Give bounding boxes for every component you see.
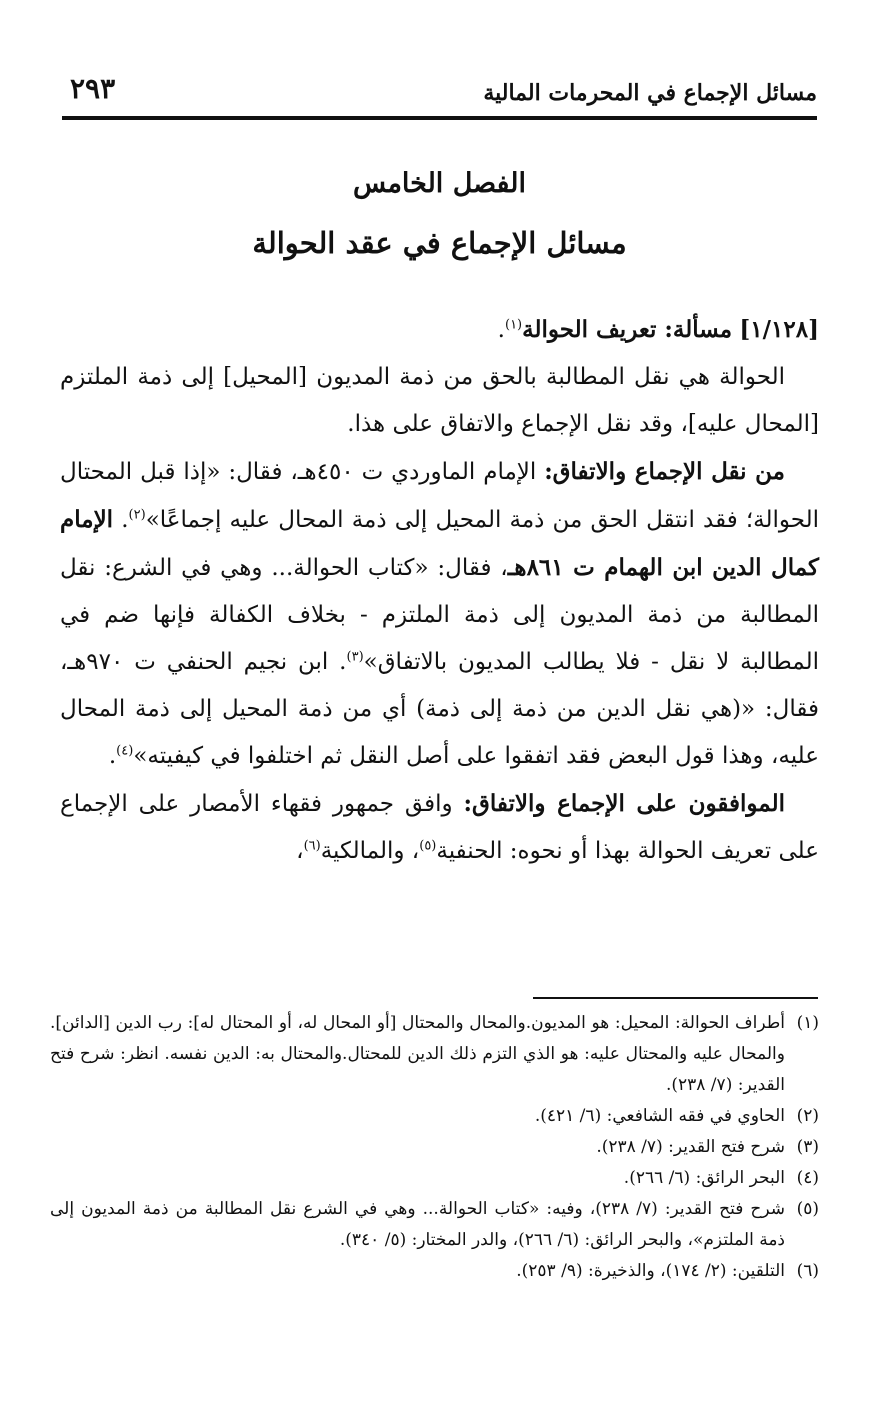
footnote-ref: (٣) [346,649,364,665]
footnote [50,1256,819,1287]
footnote-text: أطراف الحوالة: المحيل: هو المديون.والمحال والمحتال [أو المحال له، أو المحتال له]: رب الدين [الدائن]. والمحال عليه والمحتال عليه: هو الذي التزم ذلك الدين للمحتال.والمحتال به: الدين نفسه. انظر: شرح فتح القدير: (٧/ ٢٣٨). [50,1013,785,1095]
issue-heading [60,306,819,354]
issue-end: . [497,317,505,343]
footnote-text: الحاوي في فقه الشافعي: (٦/ ٤٢١). [534,1106,785,1126]
consensus-scholar: الإمام كمال الدين ابن الهمام ت ٨٦١هـ [60,506,819,581]
consensus-text-5: . [108,743,117,769]
footnote-ref: (٥) [419,838,437,854]
agreeing-text-3: ، [296,838,304,864]
issue-label: مسألة: تعريف الحوالة [522,316,733,343]
footnote-text: البحر الرائق: (٦/ ٢٦٦). [623,1168,785,1188]
footnote [50,1101,819,1132]
body-text [60,306,819,875]
consensus-text-3: ، فقال: «كتاب الحوالة... وهي في الشرع: نقل المطالبة من ذمة المديون إلى ذمة الملتزم - بخلاف الكفالة فإنها ضم في المطالبة لا نقل - فلا يطالب المديون بالاتفاق» [60,555,819,675]
chapter-title: الفصل الخامس [353,168,526,199]
consensus-text-4: . ابن نجيم الحنفي ت ٩٧٠هـ، فقال: «(هي نقل الدين من ذمة إلى ذمة) أي من ذمة المحيل إلى ذمة المحال عليه، وهذا قول البعض فقد اتفقوا على أصل النقل ثم اختلفوا في كيفيته» [60,649,819,769]
footnote-separator [533,997,818,999]
footnote-text: التلقين: (٢/ ١٧٤)، والذخيرة: (٩/ ٢٥٣). [516,1261,785,1281]
section-title: مسائل الإجماع في عقد الحوالة [252,226,627,260]
footnote [50,1132,819,1163]
header-rule [62,116,817,120]
footnote-ref: (٦) [303,838,321,854]
paragraph-definition: الحوالة هي نقل المطالبة بالحق من ذمة المديون [المحيل] إلى ذمة الملتزم [المحال عليه]، وقد نقل الإجماع والاتفاق على هذا. [60,364,819,437]
footnote-number: (٥) [796,1199,819,1219]
running-title: مسائل الإجماع في المحرمات المالية [483,80,817,106]
footnote-ref: (١) [504,317,523,333]
footnote-number: (٣) [796,1137,819,1157]
footnote-text: شرح فتح القدير: (٧/ ٢٣٨). [596,1137,785,1157]
footnote-number: (٢) [796,1106,819,1126]
paragraph-agreeing [60,780,819,875]
paragraph-consensus [60,448,819,780]
footnote-ref: (٢) [128,507,146,523]
page-header [62,72,817,114]
agreeing-text-1: وافق جمهور فقهاء الأمصار على الإجماع على تعريف الحوالة بهذا أو نحوه: الحنفية [60,791,819,864]
issue-number: [١/١٢٨] [739,316,819,343]
footnote-ref: (٤) [116,743,134,759]
agreeing-text-2: ، والمالكية [320,838,420,864]
footnote-number: (٦) [796,1261,819,1281]
consensus-text-1: الإمام الماوردي ت ٤٥٠هـ، فقال: «إذا قبل المحتال الحوالة؛ فقد انتقل الحق من ذمة المحيل إلى ذمة المحال عليه إجماعًا» [60,459,820,533]
consensus-text-2: . [113,507,129,533]
page-number: ٢٩٣ [70,72,116,105]
footnotes [50,1008,819,1287]
footnote [50,1008,819,1101]
footnote-number: (١) [796,1013,819,1033]
footnote [50,1194,819,1256]
agreeing-lead: الموافقون على الإجماع والاتفاق: [463,790,785,817]
footnote-text: شرح فتح القدير: (٧/ ٢٣٨)، وفيه: «كتاب الحوالة... وهي في الشرع نقل المطالبة من ذمة المديون إلى ذمة الملتزم»، والبحر الرائق: (٦/ ٢٦٦)، والدر المختار: (٥/ ٣٤٠). [50,1199,785,1250]
footnote-number: (٤) [796,1168,819,1188]
consensus-lead: من نقل الإجماع والاتفاق: [544,458,785,485]
footnote [50,1163,819,1194]
